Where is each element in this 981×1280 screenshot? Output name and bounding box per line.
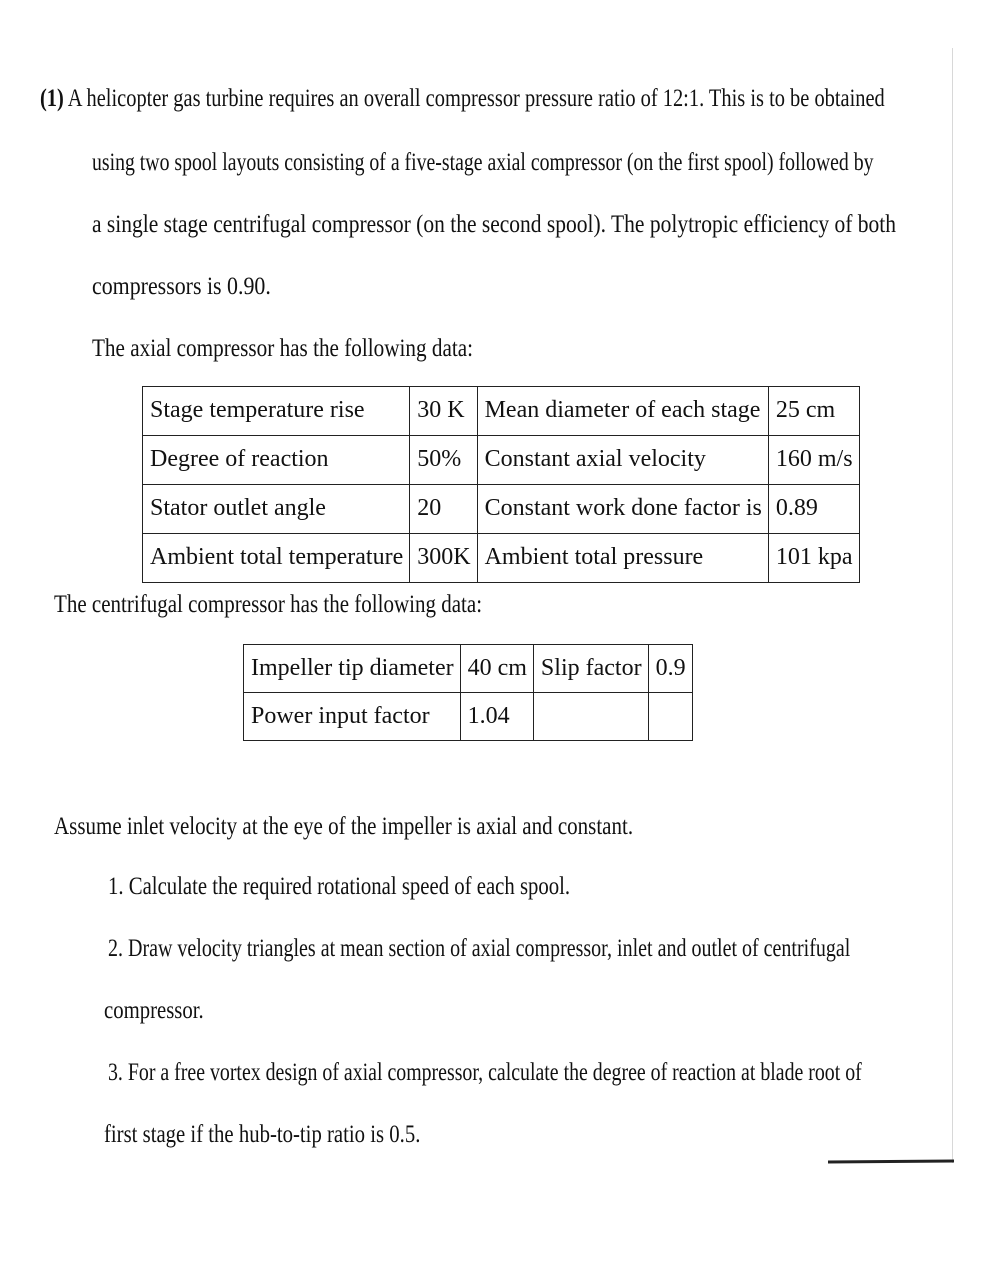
parameter-value: 40 cm xyxy=(460,645,533,693)
axial-data-table xyxy=(142,386,860,583)
parameter-value: 1.04 xyxy=(460,693,533,741)
parameter-label: Stage temperature rise xyxy=(143,387,410,436)
parameter-label: Ambient total pressure xyxy=(477,534,768,583)
centrifugal-intro: The centrifugal compressor has the following data: xyxy=(54,591,483,618)
parameter-label: Ambient total temperature xyxy=(143,534,410,583)
parameter-label: Mean diameter of each stage xyxy=(477,387,768,436)
parameter-value: 50% xyxy=(410,436,477,485)
parameter-value: 30 K xyxy=(410,387,477,436)
parameter-value: 160 m/s xyxy=(768,436,859,485)
question-line-1 xyxy=(40,84,885,114)
question-text-1: A helicopter gas turbine requires an overall compressor pressure ratio of 12:1. This is to be obtained xyxy=(67,85,885,112)
bottom-underline xyxy=(828,1159,954,1163)
parameter-label: Constant work done factor is xyxy=(477,485,768,534)
parameter-value: 101 kpa xyxy=(768,534,859,583)
parameter-label: Constant axial velocity xyxy=(477,436,768,485)
parameter-value: 20 xyxy=(410,485,477,534)
table-row xyxy=(244,645,693,693)
table-row xyxy=(143,534,860,583)
task-1: 1. Calculate the required rotational speed of each spool. xyxy=(108,873,571,900)
centrifugal-data-table xyxy=(243,644,693,741)
question-line-4: compressors is 0.90. xyxy=(92,273,271,300)
question-number: (1) xyxy=(40,85,64,112)
task-3-continued: first stage if the hub-to-tip ratio is 0.5. xyxy=(104,1121,421,1148)
parameter-label: Stator outlet angle xyxy=(143,485,410,534)
task-3: 3. For a free vortex design of axial compressor, calculate the degree of reaction at blade root of xyxy=(108,1059,862,1086)
assumption-text: Assume inlet velocity at the eye of the impeller is axial and constant. xyxy=(54,813,634,840)
question-line-2: using two spool layouts consisting of a five-stage axial compressor (on the first spool) followed by xyxy=(92,149,874,176)
page-edge-line xyxy=(952,48,953,1163)
table-row xyxy=(143,436,860,485)
parameter-value: 25 cm xyxy=(768,387,859,436)
parameter-value: 0.89 xyxy=(768,485,859,534)
task-2-continued: compressor. xyxy=(104,997,204,1024)
parameter-label: Degree of reaction xyxy=(143,436,410,485)
parameter-value: 300K xyxy=(410,534,477,583)
table-row xyxy=(143,485,860,534)
parameter-label: Slip factor xyxy=(533,645,648,693)
table-row xyxy=(244,693,693,741)
parameter-label xyxy=(533,693,648,741)
question-line-3: a single stage centrifugal compressor (on the second spool). The polytropic efficiency of both xyxy=(92,211,897,238)
parameter-value xyxy=(648,693,692,741)
task-2: 2. Draw velocity triangles at mean section of axial compressor, inlet and outlet of centrifugal xyxy=(108,935,851,962)
parameter-label: Impeller tip diameter xyxy=(244,645,461,693)
axial-intro: The axial compressor has the following data: xyxy=(92,335,474,362)
parameter-value: 0.9 xyxy=(648,645,692,693)
parameter-label: Power input factor xyxy=(244,693,461,741)
table-row xyxy=(143,387,860,436)
